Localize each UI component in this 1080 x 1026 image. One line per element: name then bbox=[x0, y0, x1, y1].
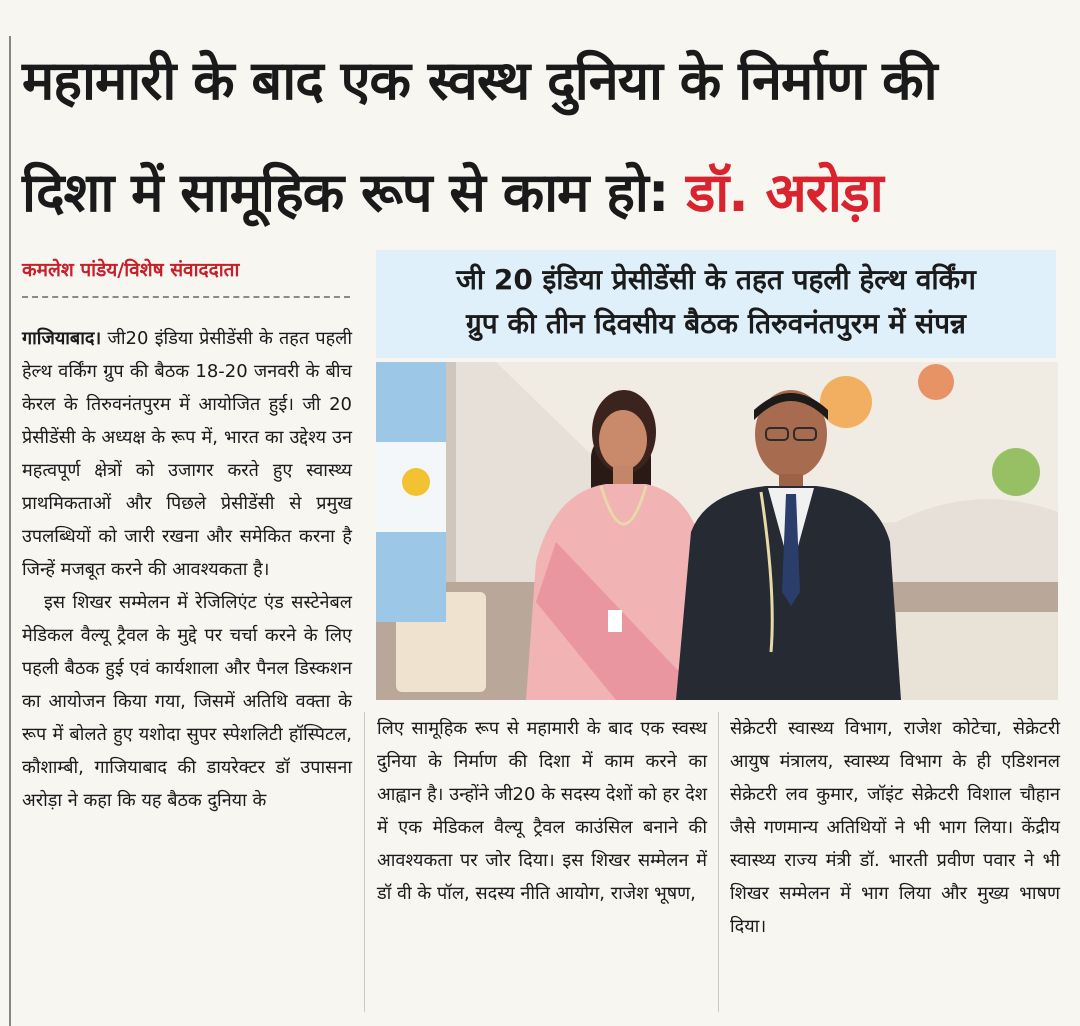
paragraph-3: लिए सामूहिक रूप से महामारी के बाद एक स्वस्थ दुनिया के निर्माण की दिशा में काम करने का आह्वान है। उन्होंने जी20 के सदस्य देशों को हर देश में एक मेडिकल वैल्यू ट्रैवल काउंसिल बनाने की आवश्यकता पर जोर दिया। इस शिखर सम्मेलन में डॉ वी के पॉल, सदस्य नीति आयोग, राजेश भूषण, bbox=[377, 718, 707, 904]
subheadline-line-1: जी 20 इंडिया प्रेसीडेंसी के तहत पहली हेल्थ वर्किंग bbox=[456, 263, 976, 296]
byline: कमलेश पांडेय/विशेष संवाददाता bbox=[22, 259, 240, 281]
column-separator bbox=[364, 712, 365, 1012]
headline-line-2-text: दिशा में सामूहिक रूप से काम हो: bbox=[22, 161, 669, 224]
headline-line-2 bbox=[22, 158, 1072, 228]
article-column-right bbox=[730, 712, 1060, 943]
paragraph-1-text: जी20 इंडिया प्रेसीडेंसी के तहत पहली हेल्थ वर्किंग ग्रुप की बैठक 18-20 जनवरी के बीच केरल के तिरुवनंतपुरम में आयोजित हुई। जी 20 प्रेसीडेंसी के अध्यक्ष के रूप में, भारत का उद्देश्य उन महत्वपूर्ण क्षेत्रों को उजागर करते हुए स्वास्थ्य प्राथमिकताओं और पिछले प्रेसीडेंसी से प्रमुख उपलब्धियों को जारी रखना और समेकित करना है जिन्हें मजबूत करने की आवश्यकता है। bbox=[22, 328, 353, 580]
argentina-flag-icon bbox=[376, 362, 446, 622]
paragraph-2: इस शिखर सम्मेलन में रेजिलिएंट एंड सस्टेनेबल मेडिकल वैल्यू ट्रैवल के मुद्दे पर चर्चा करने के लिए पहली बैठक हुई एवं कार्यशाला और पैनल डिस्कशन का आयोजन किया गया, जिसमें अतिथि वक्ता के रूप में बोलते हुए यशोदा सुपर स्पेशलिटी हॉस्पिटल, कौशाम्बी, गाजियाबाद की डायरेक्टर डॉ उपासना अरोड़ा ने कहा कि यह बैठक दुनिया के bbox=[22, 592, 352, 811]
paragraph-1 bbox=[22, 322, 352, 586]
byline-divider bbox=[22, 296, 350, 298]
news-photo bbox=[376, 362, 1058, 700]
paragraph-4: सेक्रेटरी स्वास्थ्य विभाग, राजेश कोटेचा, सेक्रेटरी आयुष मंत्रालय, स्वास्थ्य विभाग के ही एडिशनल सेक्रेटरी लव कुमार, जॉइंट सेक्रेटरी विशाल चौहान जैसे गणमान्य अतिथियों ने भी भाग लिया। केंद्रीय स्वास्थ्य राज्य मंत्री डॉ. भारती प्रवीण पवार ने भी शिखर सम्मेलन में भाग लिया और मुख्य भाषण दिया। bbox=[730, 718, 1060, 937]
article-column-left bbox=[22, 322, 352, 817]
column-separator bbox=[718, 712, 719, 1012]
headline-line-1: महामारी के बाद एक स्वस्थ दुनिया के निर्माण की bbox=[22, 49, 937, 112]
subheadline-box bbox=[376, 250, 1056, 358]
subheadline-line-2: ग्रुप की तीन दिवसीय बैठक तिरुवनंतपुरम में संपन्न bbox=[466, 307, 966, 340]
column-rule bbox=[9, 36, 11, 1026]
article-column-middle bbox=[377, 712, 707, 910]
headline-accent-name: डॉ. अरोड़ा bbox=[686, 161, 883, 224]
photo-illustration bbox=[376, 362, 1058, 700]
dateline: गाजियाबाद। bbox=[22, 328, 102, 349]
